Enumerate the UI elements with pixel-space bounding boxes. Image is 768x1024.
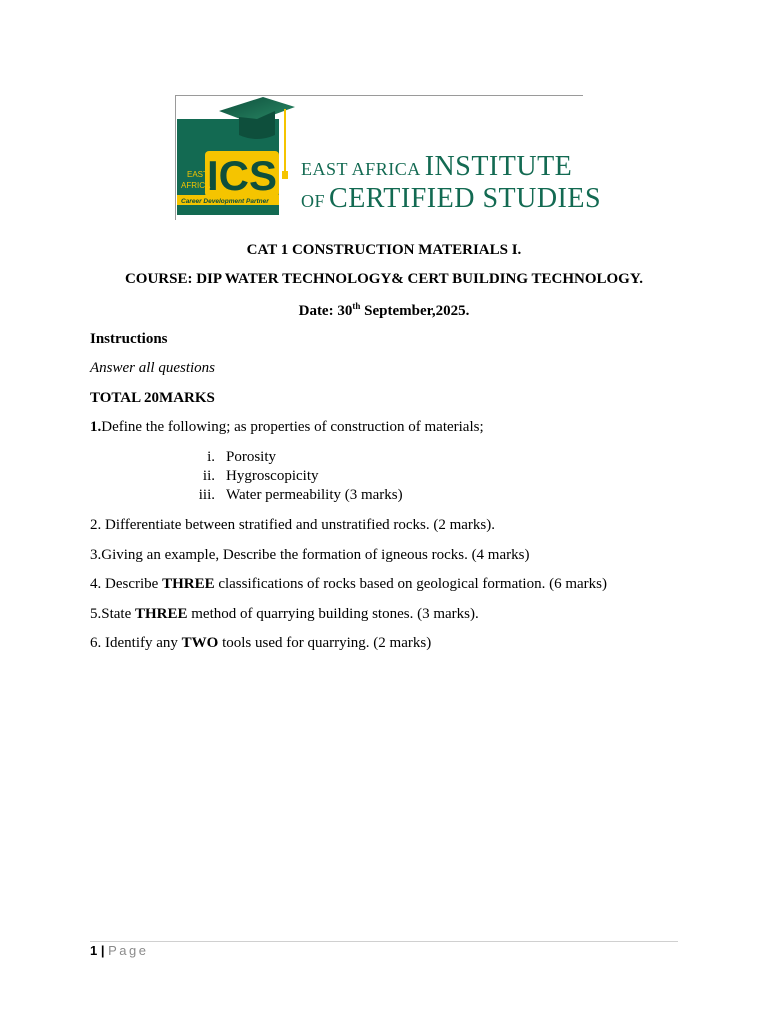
institute-logo (175, 95, 602, 220)
course-line: COURSE: DIP WATER TECHNOLOGY& CERT BUILDING TECHNOLOGY. (124, 271, 644, 287)
institute-name-east-africa: EAST AFRICA (301, 159, 421, 179)
list-item-text: Porosity (226, 449, 277, 465)
question-4 (90, 576, 607, 593)
ics-logo-mark (177, 95, 301, 217)
instructions-heading: Instructions (90, 331, 168, 347)
date-line (0, 301, 768, 320)
logo-left-rule (175, 95, 176, 220)
question-4-pre: 4. Describe (90, 576, 163, 592)
question-6 (90, 635, 431, 652)
list-item-text: Water permeability (3 marks) (226, 487, 403, 503)
date-suffix: September,2025. (360, 303, 470, 319)
question-5-post: method of quarrying building stones. (3 marks). (187, 606, 479, 622)
list-item-text: Hygroscopicity (226, 468, 319, 484)
institute-name-line1 (301, 151, 572, 183)
institute-name-of: OF (301, 191, 326, 211)
logo-tagline: Career Development Partner (181, 198, 269, 205)
question-2: 2. Differentiate between stratified and unstratified rocks. (2 marks). (90, 517, 495, 533)
list-item-number: ii. (202, 468, 215, 484)
question-6-pre: 6. Identify any (90, 635, 182, 651)
page-footer (90, 943, 148, 958)
question-4-emphasis: THREE (162, 576, 215, 592)
question-5-emphasis: THREE (135, 606, 188, 622)
question-1 (90, 419, 484, 436)
question-6-post: tools used for quarrying. (2 marks) (218, 635, 432, 651)
logo-side-text-east: EAST (187, 170, 208, 179)
instructions-text: Answer all questions (90, 360, 216, 376)
logo-side-text-africa: AFRICA (181, 181, 211, 190)
question-4-post: classifications of rocks based on geological formation. (6 marks) (214, 576, 607, 592)
list-item-number: i. (207, 449, 215, 465)
logo-badge-text: ICS (207, 152, 277, 199)
total-marks: TOTAL 20MARKS (90, 390, 215, 406)
page-separator: | (97, 943, 109, 958)
institute-name-certified-studies: CERTIFIED STUDIES (329, 183, 602, 214)
date-prefix: Date: 30 (298, 303, 353, 319)
page-label: Page (108, 943, 149, 958)
list-item-number: iii. (198, 487, 215, 503)
question-5 (90, 606, 479, 623)
footer-rule (90, 941, 678, 942)
question-5-pre: 5.State (90, 606, 135, 622)
date-superscript: th (352, 301, 361, 311)
question-1-number: 1. (90, 419, 102, 435)
exam-title: CAT 1 CONSTRUCTION MATERIALS I. (246, 242, 522, 258)
question-6-emphasis: TWO (181, 635, 219, 651)
question-1-text: Define the following; as properties of construction of materials; (101, 419, 484, 435)
question-3: 3.Giving an example, Describe the formation of igneous rocks. (4 marks) (90, 547, 530, 563)
institute-name-institute: INSTITUTE (424, 151, 573, 182)
institute-name-line2 (301, 183, 601, 215)
page-number: 1 (90, 943, 98, 958)
